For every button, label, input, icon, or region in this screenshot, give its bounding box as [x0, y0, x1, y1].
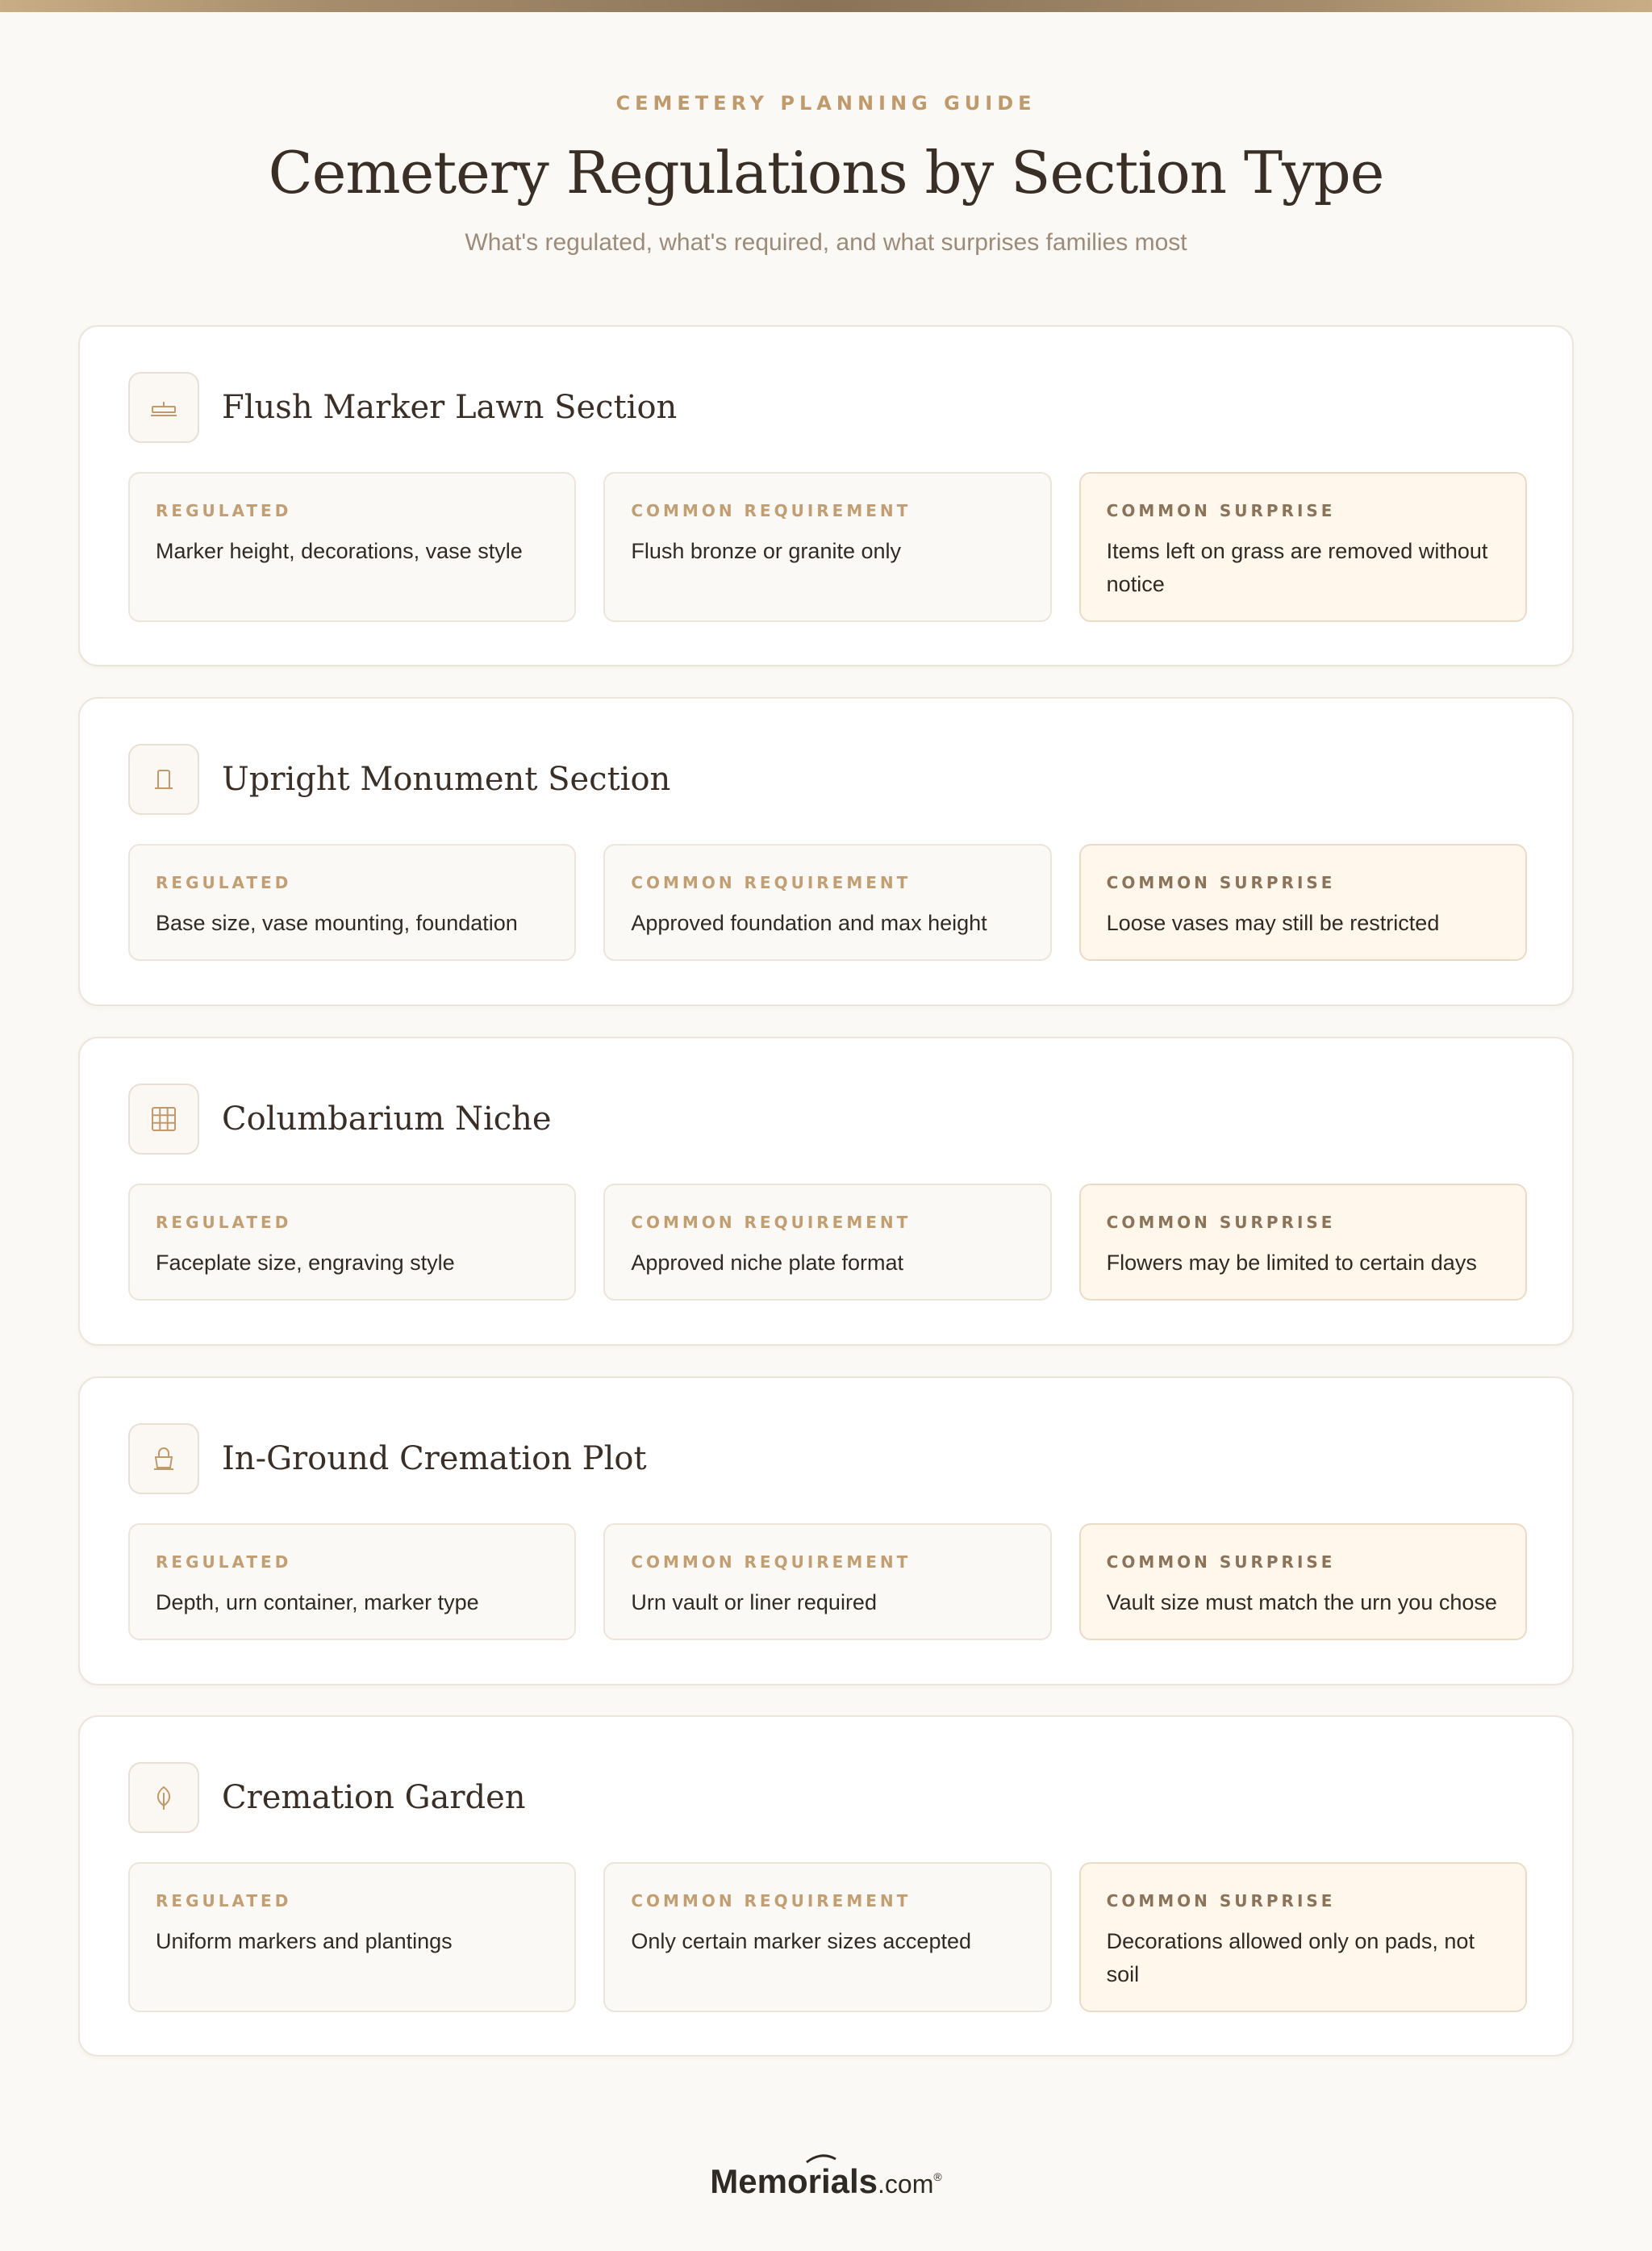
section-title: Cremation Garden — [222, 1779, 526, 1816]
requirement-label: COMMON REQUIREMENT — [631, 501, 912, 520]
section-title: Upright Monument Section — [222, 761, 671, 798]
requirement-text: Flush bronze or granite only — [631, 539, 902, 563]
surprise-text: Vault size must match the urn you chose — [1106, 1590, 1497, 1614]
requirement-cell — [603, 1523, 1051, 1640]
regulated-text: Depth, urn container, marker type — [156, 1590, 479, 1614]
surprise-label: COMMON SURPRISE — [1106, 1552, 1336, 1572]
surprise-text: Decorations allowed only on pads, not soil — [1106, 1929, 1475, 1986]
surprise-text: Loose vases may still be restricted — [1106, 911, 1440, 935]
logo-registered-mark: ® — [933, 2170, 942, 2183]
section-card-upright-monument — [78, 697, 1574, 1006]
requirement-label: COMMON REQUIREMENT — [631, 1891, 912, 1911]
top-accent-bar — [0, 0, 1652, 12]
requirement-text: Approved foundation and max height — [631, 911, 987, 935]
section-details — [128, 1862, 1527, 2012]
section-title: In-Ground Cremation Plot — [222, 1440, 647, 1477]
requirement-cell — [603, 1862, 1051, 2012]
card-header — [128, 1084, 552, 1155]
section-details — [128, 1184, 1527, 1301]
columbarium-grid-icon — [128, 1084, 199, 1155]
surprise-cell — [1079, 472, 1527, 622]
upright-monument-icon — [128, 744, 199, 815]
section-card-flush-marker — [78, 325, 1574, 666]
requirement-text: Approved niche plate format — [631, 1251, 904, 1275]
section-details — [128, 844, 1527, 961]
logo-suffix: .com — [878, 2170, 934, 2199]
section-title: Flush Marker Lawn Section — [222, 389, 678, 426]
surprise-text: Flowers may be limited to certain days — [1106, 1251, 1477, 1275]
surprise-label: COMMON SURPRISE — [1106, 1891, 1336, 1911]
memorials-logo[interactable] — [710, 2162, 941, 2201]
section-card-columbarium — [78, 1037, 1574, 1346]
leaf-icon — [128, 1762, 199, 1833]
regulated-label: REGULATED — [156, 873, 292, 892]
card-header — [128, 1423, 647, 1494]
requirement-cell — [603, 1184, 1051, 1301]
card-header — [128, 744, 670, 815]
surprise-cell — [1079, 1862, 1527, 2012]
regulated-text: Base size, vase mounting, foundation — [156, 911, 518, 935]
regulated-cell — [128, 1184, 576, 1301]
card-header — [128, 1762, 526, 1833]
requirement-label: COMMON REQUIREMENT — [631, 1552, 912, 1572]
surprise-cell — [1079, 1523, 1527, 1640]
regulated-cell — [128, 472, 576, 622]
regulated-text: Marker height, decorations, vase style — [156, 539, 523, 563]
regulated-text: Faceplate size, engraving style — [156, 1251, 455, 1275]
section-card-cremation-garden — [78, 1715, 1574, 2057]
regulated-cell — [128, 1862, 576, 2012]
regulated-label: REGULATED — [156, 1891, 292, 1911]
section-details — [128, 1523, 1527, 1640]
flush-marker-icon — [128, 372, 199, 443]
regulated-label: REGULATED — [156, 1213, 292, 1232]
footer — [0, 2162, 1652, 2201]
surprise-cell — [1079, 1184, 1527, 1301]
surprise-text: Items left on grass are removed without notice — [1106, 539, 1488, 596]
requirement-cell — [603, 844, 1051, 961]
requirement-label: COMMON REQUIREMENT — [631, 1213, 912, 1232]
requirement-cell — [603, 472, 1051, 622]
card-header — [128, 372, 677, 443]
requirement-text: Urn vault or liner required — [631, 1590, 877, 1614]
regulated-text: Uniform markers and plantings — [156, 1929, 453, 1953]
regulated-cell — [128, 844, 576, 961]
requirement-label: COMMON REQUIREMENT — [631, 873, 912, 892]
surprise-label: COMMON SURPRISE — [1106, 1213, 1336, 1232]
urn-icon — [128, 1423, 199, 1494]
surprise-label: COMMON SURPRISE — [1106, 873, 1336, 892]
regulated-label: REGULATED — [156, 1552, 292, 1572]
section-title: Columbarium Niche — [222, 1100, 552, 1138]
regulated-cell — [128, 1523, 576, 1640]
logo-brand: Memorials — [710, 2162, 878, 2200]
page-subtitle: What's regulated, what's required, and what surprises families most — [465, 229, 1187, 256]
requirement-text: Only certain marker sizes accepted — [631, 1929, 971, 1953]
eyebrow-label: CEMETERY PLANNING GUIDE — [615, 92, 1037, 115]
logo-swoosh-icon — [805, 2153, 837, 2164]
surprise-label: COMMON SURPRISE — [1106, 501, 1336, 520]
section-card-cremation-plot — [78, 1376, 1574, 1685]
page-title: Cemetery Regulations by Section Type — [268, 139, 1384, 207]
surprise-cell — [1079, 844, 1527, 961]
section-details — [128, 472, 1527, 622]
regulated-label: REGULATED — [156, 501, 292, 520]
